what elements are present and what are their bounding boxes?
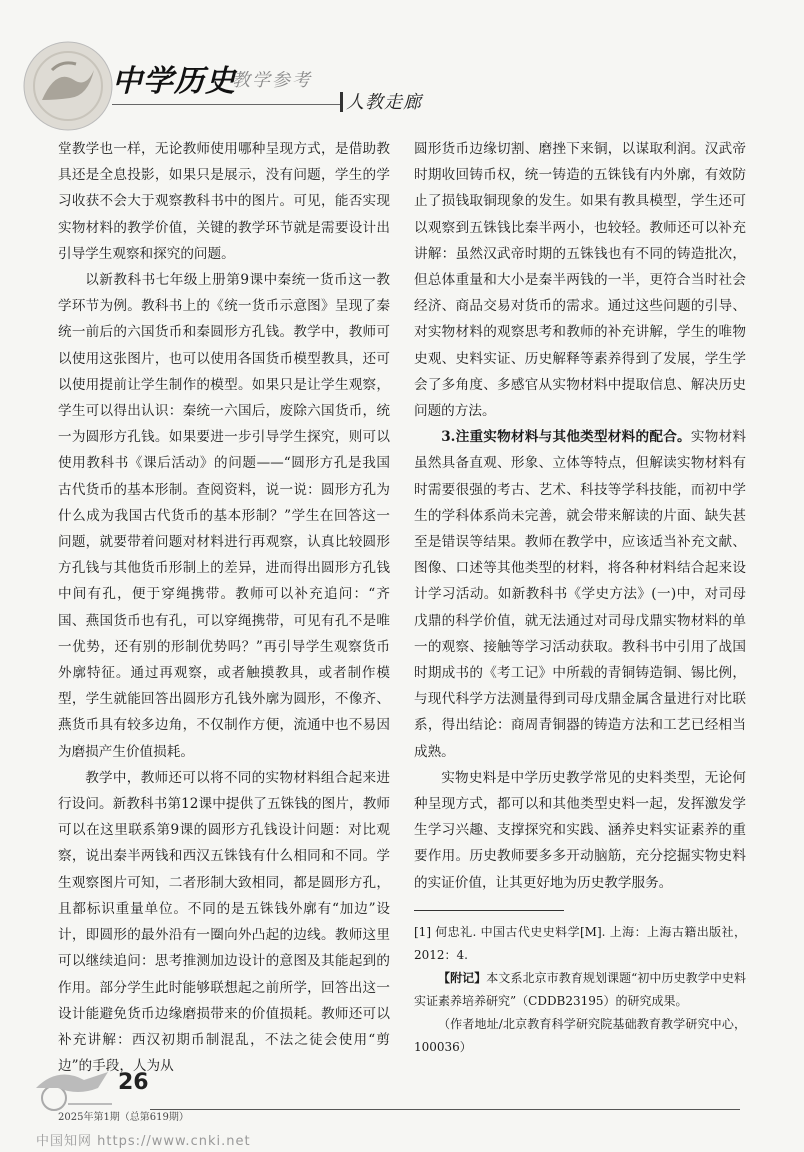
paragraph: 以新教科书七年级上册第9课中秦统一货币这一教学环节为例。教科书上的《统一货币示意图》呈现了秦统一前后的六国货币和秦圆形方孔钱。教学中，教师可以使用这张图片，也可以使用各国货币模型教具，还可以使用提前让学生制作的模型。如果只是让学生观察，学生可以得出认识：秦统一六国后，废除六国货币，统一为圆形方孔钱。如果要进一步引导学生探究，则可以使用教科书《课后活动》的问题——“圆形方孔是我国古代货币的基本形制。查阅资料，说一说：圆形方孔为什么成为我国古代货币的基本形制？”学生在回答这一问题，就要带着问题对材料进行再观察，认真比较圆形方孔钱与其他货币形制上的差异，进而得出圆形方孔钱中间有孔，便于穿绳携带。教师可以补充追问：“齐国、燕国货币也有孔，可以穿绳携带，可见有孔不是唯一优势，还有别的形制优势吗？”再引导学生观察货币外廓特征。通过再观察，或者触摸教具，或者制作模型，学生就能回答出圆形方孔钱外廓为圆形，不像齐、燕货币具有较多边角，不仅制作方便，流通中也不易因为磨损产生价值损耗。	[58, 272, 390, 760]
header-rule	[112, 104, 340, 105]
watermark: 中国知网 https://www.cnki.net	[36, 1134, 251, 1149]
reference-1: [1] 何忠礼. 中国古代史史料学[M]. 上海：上海古籍出版社，2012：4.	[414, 924, 746, 962]
journal-subtitle: 教学参考	[232, 70, 312, 91]
footnote-rule	[414, 910, 564, 911]
note-label: 【附记】	[438, 970, 487, 985]
journal-logo-emblem	[22, 40, 114, 132]
page-number: 26	[118, 1070, 149, 1095]
paragraph: 实物史料是中学历史教学常见的史料类型，无论何种呈现方式，都可以和其他类型史料一起，发挥激发学生学习兴趣、支撑探究和实践、涵养史料实证素养的重要作用。历史教师要多多开动脑筋，充分挖掘实物史料的实证价值，让其更好地为历史教学服务。	[414, 769, 746, 891]
note	[414, 967, 746, 1013]
chariot-decoration-icon	[28, 1058, 116, 1114]
paragraph: 教学中，教师还可以将不同的实物材料组合起来进行设问。新教科书第12课中提供了五铢钱的图片，教师可以在这里联系第9课的圆形方孔钱设计问题：对比观察，说出秦半两钱和西汉五铢钱有什么相同和不同。学生观察图片可知，二者形制大致相同，都是圆形方孔，且都标识重量单位。不同的是五铢钱外廓有“加边”设计，即圆形的最外沿有一圈向外凸起的边线。教师这里可以继续追问：思考推测加边设计的意图及其能起到的作用。部分学生此时能够联想起之前所学，回答出这一设计能避免货币边缘磨损带来的价值损耗。教师还可以补充讲解：西汉初期币制混乱，不法之徒会使用“剪边”的手段，人为从	[58, 769, 390, 1075]
column-name: 人教走廊	[346, 92, 422, 113]
note-text: 本文系北京市教育规划课题“初中历史教学中史料实证素养培养研究”（CDDB23195）的研究成果。	[414, 970, 746, 1008]
paragraph: 堂教学也一样，无论教师使用哪种呈现方式，是借助教具还是全息投影，如果只是展示，没有问题，学生的学习收获不会大于观察教科书中的图片。可见，能否实现实物材料的教学价值，关键的教学环节就是需要设计出引导学生观察和探究的问题。	[58, 141, 390, 262]
left-column	[58, 136, 390, 1079]
column-marker	[340, 92, 343, 112]
page-header	[0, 0, 804, 120]
author-affiliation: （作者地址/北京教育科学研究院基础教育教学研究中心，100036）	[414, 1016, 746, 1054]
journal-title: 中学历史	[112, 64, 236, 99]
paragraph	[414, 424, 746, 765]
section-heading: 3.注重实物材料与其他类型材料的配合。	[441, 429, 691, 446]
footer-rule	[150, 1109, 740, 1110]
issue-info: 2025年第1期（总第619期）	[58, 1112, 189, 1123]
right-column	[414, 136, 746, 1059]
paragraph-text: 实物材料虽然具备直观、形象、立体等特点，但解读实物材料有时需要很强的考古、艺术、科技等学科技能，而初中学生的学科体系尚未完善，就会带来解读的片面、缺失甚至是错误等结果。教师在教学中，应该适当补充文献、图像、口述等其他类型的材料，将各种材料结合起来设计学习活动。如新教科书《学史方法》(一)中，对司母戊鼎的科学价值，就无法通过对司母戊鼎实物材料的单一的观察、接触等学习活动获取。教科书中引用了战国时期成书的《考工记》中所载的青铜铸造铜、锡比例，与现代科学方法测量得到司母戊鼎金属含量进行对比联系，得出结论：商周青铜器的铸造方法和工艺已经相当成熟。	[414, 429, 746, 760]
paragraph: 圆形货币边缘切割、磨挫下来铜，以谋取利润。汉武帝时期收回铸币权，统一铸造的五铢钱有内外廓，有效防止了损钱取铜现象的发生。如果有教具模型，学生还可以观察到五铢钱比秦半两小，也较轻。教师还可以补充讲解：虽然汉武帝时期的五铢钱也有不同的铸造批次，但总体重量和大小是秦半两钱的一半，更符合当时社会经济、商品交易对货币的需求。通过这些问题的引导、对实物材料的观察思考和教师的补充讲解，学生的唯物史观、史料实证、历史解释等素养得到了发展，学生学会了多角度、多感官从实物材料中提取信息、解决历史问题的方法。	[414, 141, 746, 420]
